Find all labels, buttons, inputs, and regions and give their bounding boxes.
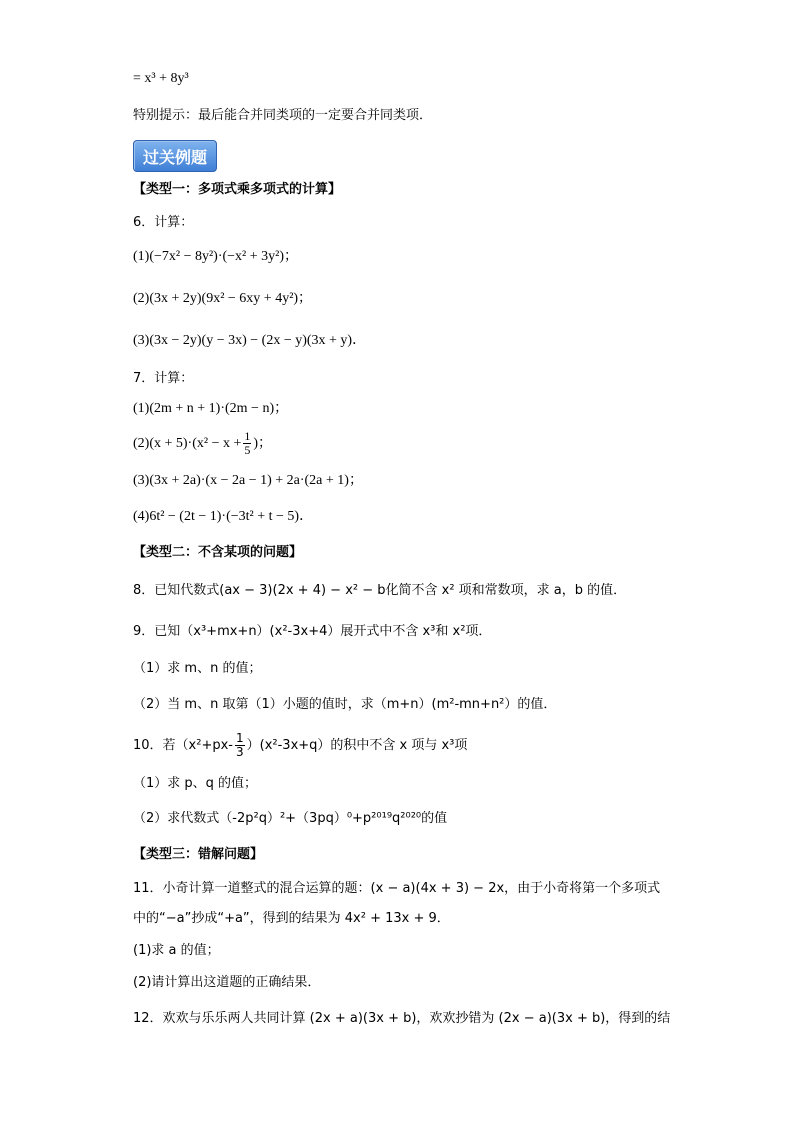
question-7-part-1: (1)(2m + n + 1)·(2m − n)；: [133, 401, 289, 416]
question-9-part-1: （1）求 m、n 的值；: [133, 661, 262, 676]
type-two-heading: 【类型二：不含某项的问题】: [133, 545, 303, 560]
type-one-heading: 【类型一：多项式乘多项式的计算】: [133, 182, 342, 197]
special-tip: 特别提示：最后能合并同类项的一定要合并同类项．: [133, 108, 433, 123]
question-8: 8．已知代数式(ax − 3)(2x + 4) − x² − b化简不含 x² 项和常数项，求 a，b 的值．: [133, 583, 627, 598]
question-11: 11．小奇计算一道整式的混合运算的题：(x − a)(4x + 3) − 2x，由于小奇将第一个多项式: [133, 881, 661, 896]
question-10: [133, 732, 467, 759]
fraction-numerator: 1: [235, 731, 244, 745]
fraction-denominator: 3: [235, 745, 244, 760]
question-9: 9．已知（x³+mx+n）(x²-3x+4）展开式中不含 x³和 x²项．: [133, 624, 492, 639]
fraction-numerator: 1: [244, 429, 251, 443]
fraction-denominator: 5: [244, 443, 251, 458]
question-7-part-2: [133, 430, 272, 457]
fraction-one-fifth: [243, 430, 251, 457]
question-11-part-1: (1)求 a 的值；: [133, 943, 220, 958]
question-7-part-4: (4)6t² − (2t − 1)·(−3t² + t − 5)．: [133, 509, 314, 524]
question-10-end: ）(x²-3x+q）的积中不含 x 项与 x³项: [246, 738, 468, 754]
fraction-one-third: [235, 732, 245, 759]
question-6-prompt: 6．计算：: [133, 215, 194, 230]
question-10-part-2: （2）求代数式（-2p²q）²+（3pq）⁰+p²⁰¹⁹q²⁰²⁰的值: [133, 811, 448, 826]
question-12: 12．欢欢与乐乐两人共同计算 (2x + a)(3x + b)，欢欢抄错为 (2x − a)(3x + b)，得到的结: [133, 1011, 671, 1026]
question-7-part-3: (3)(3x + 2a)·(x − 2a − 1) + 2a·(2a + 1)；: [133, 473, 363, 488]
expansion-result-line: = x³ + 8y³: [133, 71, 189, 86]
question-6-part-2: (2)(3x + 2y)(9x² − 6xy + 4y²)；: [133, 291, 313, 306]
question-9-part-2: （2）当 m、n 取第（1）小题的值时，求（m+n）(m²-mn+n²）的值．: [133, 697, 557, 712]
question-10-start: 10．若（x²+px-: [133, 738, 233, 754]
section-badge: 过关例题: [133, 140, 217, 172]
question-11-continued: 中的“−a”抄成“+a”，得到的结果为 4x² + 13x + 9．: [133, 911, 450, 926]
question-6-part-1: (1)(−7x² − 8y²)·(−x² + 3y²)；: [133, 249, 299, 264]
question-7-part-2-end: )；: [253, 435, 273, 451]
type-three-heading: 【类型三：错解问题】: [133, 847, 264, 862]
question-7-prompt: 7．计算：: [133, 371, 194, 386]
question-6-part-3: (3)(3x − 2y)(y − 3x) − (2x − y)(3x + y)．: [133, 333, 367, 348]
question-10-part-1: （1）求 p、q 的值；: [133, 776, 258, 791]
question-11-part-2: (2)请计算出这道题的正确结果．: [133, 975, 321, 990]
question-7-part-2-start: (2)(x + 5)·(x² − x +: [133, 435, 242, 451]
